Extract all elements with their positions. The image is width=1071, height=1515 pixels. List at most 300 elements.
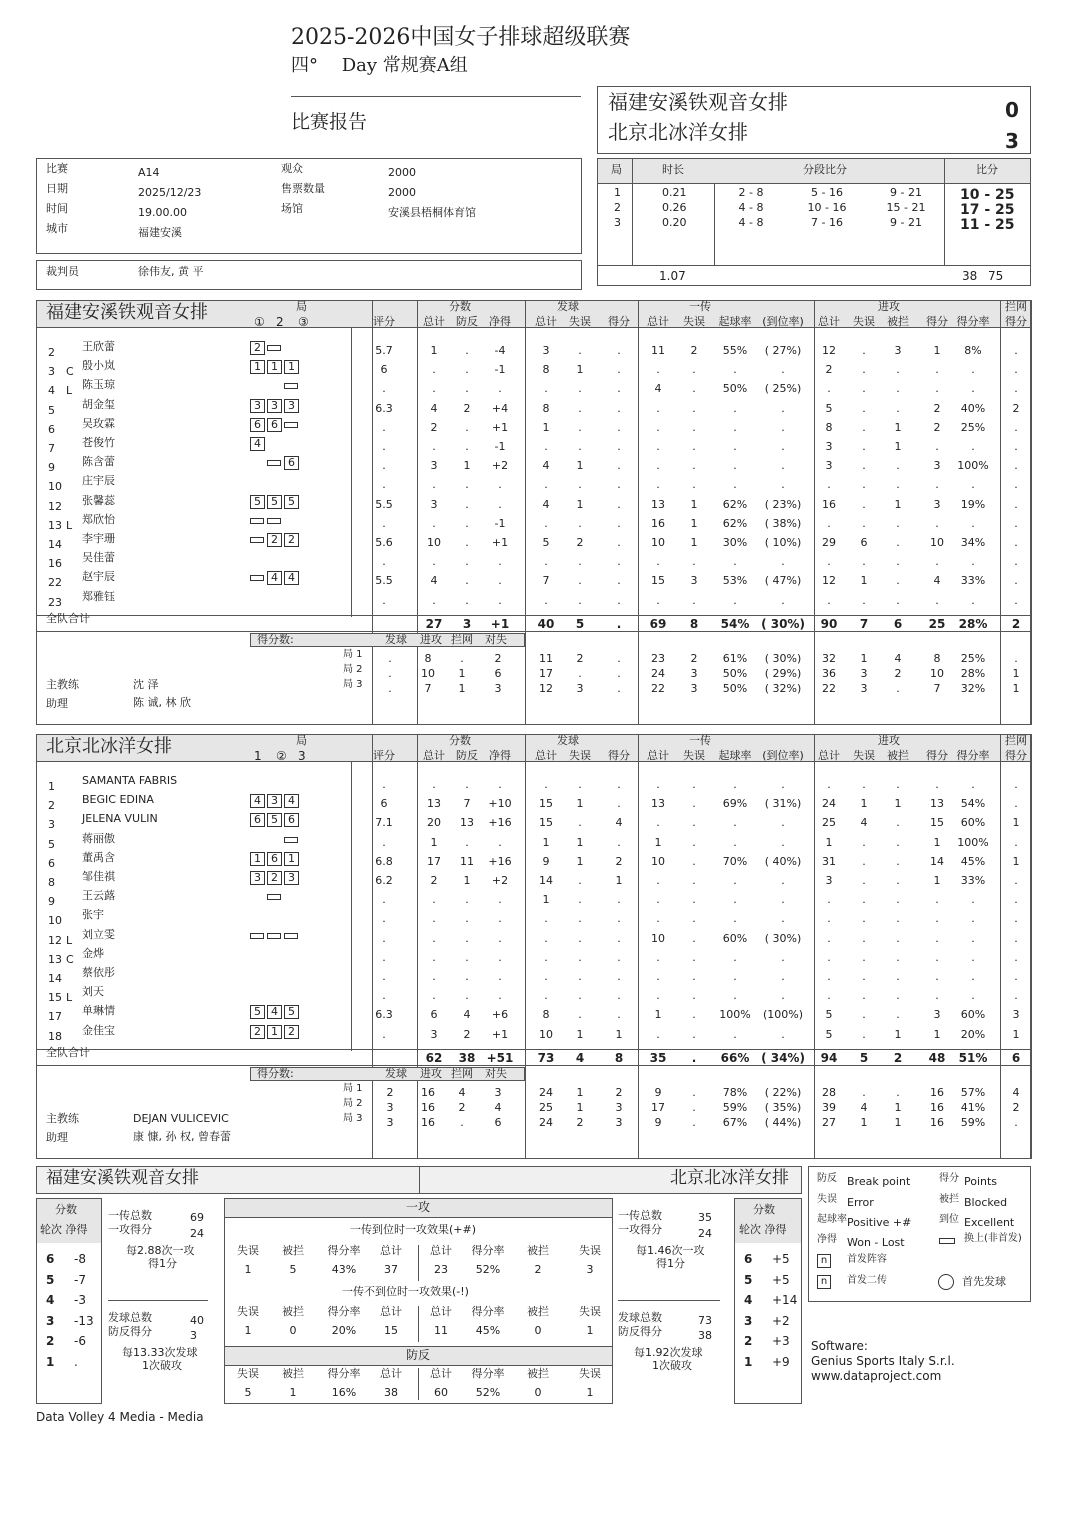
stat-cell: . [971,516,975,530]
set-mark: 3 [298,749,306,763]
stat-cell: . [498,778,502,791]
set-stat-cell: 1 [1012,681,1020,695]
start-position: 5 [250,1005,265,1019]
total-duration: 1.07 [659,269,686,283]
stat-cell: . [1014,931,1018,945]
stat-cell: ( 30%) [764,931,802,945]
stat-cell: 10 [651,854,665,868]
mid-col-header: 被拦 [527,1244,549,1257]
set-stat-cell: 67% [722,1115,748,1129]
points-header: 进攻 [420,1066,442,1080]
set-stat-cell: 32% [960,681,986,695]
column-header: 总计 [423,315,445,328]
legend-key: 换上(非首发) [964,1233,1022,1244]
total-cell: 2 [893,1050,903,1065]
player-number: 5 [48,837,55,851]
stat-cell: 1 [542,835,550,849]
set-stat-cell: . [862,1085,866,1099]
stat-cell: . [656,363,660,377]
rotation-number: 2 [46,1334,55,1348]
stat-cell: 53% [722,574,748,588]
mid-cell: 0 [289,1324,297,1337]
stat-cell: +1 [491,536,509,549]
stat-cell: . [896,478,900,492]
stat-cell: . [896,1008,900,1022]
player-number: 8 [48,876,55,889]
set-stat-cell: 1 [458,666,466,680]
stat-cell: +1 [491,420,509,434]
stat-cell: . [862,778,866,791]
stat-cell: . [617,950,621,964]
stat-cell: . [896,516,900,530]
stat-cell: 6.3 [375,1008,393,1022]
stat-cell: . [617,459,621,473]
stat-cell: 1 [1012,816,1020,830]
set-score: 10 - 25 [960,187,1015,203]
total-cell: 27 [425,616,443,631]
stat-cell: . [896,574,900,588]
away-serve-total-label: 发球总数 [618,1311,662,1324]
player-name: BEGIC EDINA [82,793,154,807]
team-name: 北京北冰洋女排 [46,736,172,757]
software-label: Software: [811,1339,868,1353]
set-stat-cell: . [617,651,621,665]
column-header: 得分 [608,749,630,762]
total-cell: 40 [537,616,555,631]
stat-cell: 11 [460,854,474,868]
stat-cell: . [1014,874,1018,887]
stat-cell: +1 [491,1027,509,1041]
stat-cell: 1 [542,893,550,907]
mid-cell: 52% [475,1263,501,1276]
away-team-name: 北京北冰洋女排 [608,120,748,144]
stat-cell: . [578,593,582,607]
stat-cell: +10 [488,797,512,811]
stat-cell: +2 [491,459,509,473]
stat-cell: ( 31%) [764,797,802,811]
set-stat-cell: 41% [960,1100,986,1114]
stat-cell: . [971,931,975,945]
stat-cell: . [733,440,737,453]
legend-key: 被拦 [939,1194,959,1205]
stat-cell: . [862,420,866,434]
points-header: 对失 [485,1066,507,1080]
stat-cell: 1 [1012,854,1020,868]
stat-cell: 6 [430,1008,438,1022]
total-cell: 5 [859,1050,869,1065]
home-serve-total: 40 [190,1314,204,1327]
mid-cell: 60 [434,1386,448,1399]
stat-cell: . [617,778,621,791]
stat-cell: 6.3 [375,401,393,415]
stat-cell: . [862,950,866,964]
column-header: 被拦 [887,749,909,762]
sub-in-mark [267,345,281,351]
stat-cell: . [382,459,386,473]
player-number: 9 [48,895,55,909]
start-position: 5 [267,495,282,509]
stat-cell: . [733,874,737,887]
start-position: 5 [267,813,282,827]
stat-cell: . [498,555,502,569]
stat-cell: 2 [463,1027,471,1041]
legend-desc: Blocked [964,1196,1008,1209]
total-cell: 6 [893,616,903,631]
stat-cell: . [971,893,975,907]
stat-cell: . [896,893,900,907]
stat-cell: . [827,382,831,396]
stat-cell: . [656,950,660,964]
section-header-blk: 拦网 [1005,300,1027,313]
stat-cell: . [656,893,660,907]
total-label: 全队合计 [46,1045,90,1059]
player-number: 2 [48,799,55,813]
column-header: 总计 [423,749,445,762]
stat-cell: 8 [542,1008,550,1022]
stat-cell: 1 [430,344,438,357]
set-partial: 15 - 21 [886,201,926,214]
column-header: 得分 [608,315,630,328]
summary-home-name: 福建安溪铁观音女排 [46,1168,199,1188]
home-rot-sub: 轮次 净得 [40,1223,88,1236]
stat-cell: 13 [460,816,474,830]
mid-col-header: 得分率 [327,1367,361,1380]
stat-cell: 5 [825,1027,833,1041]
home-bp-label: 防反得分 [108,1325,152,1338]
start-position: 1 [284,360,299,374]
stat-cell: . [971,970,975,983]
sub-in-mark [267,933,281,939]
rotation-number: 6 [744,1252,753,1266]
away-so-note2: 得1分 [656,1257,685,1270]
starting-setter-icon: n [817,1275,831,1289]
starting-rotation [250,929,301,945]
stat-cell: . [617,593,621,607]
away-rot-title: 分数 [753,1203,775,1216]
stat-cell: . [692,478,696,492]
home-bp: 3 [190,1329,197,1342]
total-cell: 90 [820,616,838,631]
stat-cell: . [1014,778,1018,791]
points-header: 发球 [385,632,407,646]
set-stat-cell: 3 [615,1115,623,1129]
sets-header-partials: 分段比分 [803,163,847,176]
stat-cell: +16 [488,854,512,868]
stat-cell: . [617,989,621,1003]
player-role: C [66,365,74,379]
stat-cell: . [617,440,621,453]
stat-cell: . [935,440,939,453]
mid-cell: 37 [384,1263,398,1276]
stat-cell: 100% [719,1008,751,1022]
stat-cell: . [578,344,582,357]
stat-cell: . [432,478,436,492]
set-stat-cell: 24 [539,1085,553,1099]
info-label: 观众 [281,162,303,175]
stat-cell: . [465,555,469,569]
set-stat-cell: 2 [458,1100,466,1114]
stat-cell: . [827,478,831,492]
stat-cell: . [896,459,900,473]
stat-cell: . [432,912,436,926]
stat-cell: . [935,516,939,530]
stat-cell: . [862,989,866,1003]
stat-cell: . [935,478,939,492]
starting-rotation [250,341,284,357]
total-line [36,1049,1031,1050]
set-stat-cell: . [692,1085,696,1099]
stat-cell: . [827,893,831,907]
set-number: 1 [614,186,621,199]
stat-cell: . [382,970,386,983]
stat-cell: . [544,516,548,530]
column-header: 总计 [647,749,669,762]
total-away-points: 75 [988,269,1004,283]
stat-cell: 7 [542,574,550,588]
stat-cell: 8 [825,420,833,434]
starting-lineup-icon: n [817,1254,831,1268]
starting-rotation [250,437,267,453]
stat-cell: . [827,778,831,791]
set-stat-cell: 12 [539,681,553,695]
total-line [36,631,1031,632]
stat-cell: . [692,931,696,945]
stat-cell: 1 [654,835,662,849]
total-cell: 73 [537,1050,555,1065]
stat-cell: 62% [722,516,748,530]
referee-box [36,260,582,290]
stat-cell: 62% [722,497,748,511]
rotation-net: +9 [772,1354,790,1369]
stat-cell: 1 [894,1027,902,1041]
player-role: L [66,933,73,947]
mid-cell: 23 [434,1263,448,1276]
player-name: 董禹含 [82,850,115,864]
legend-key: 失误 [817,1194,837,1205]
stat-cell: . [617,536,621,549]
column-header: 净得 [489,315,511,328]
mid-cell: 3 [586,1263,594,1276]
software-company: Genius Sports Italy S.r.l. [811,1354,955,1368]
sub-in-icon [939,1238,955,1244]
stat-cell: . [617,893,621,907]
stat-cell: . [692,989,696,1003]
set-stat-cell: 27 [822,1115,836,1129]
stat-cell: 1 [860,574,868,588]
stat-cell: . [781,459,785,473]
column-header: 评分 [373,749,395,762]
set-mark: ① [254,315,265,329]
home-so-points: 24 [190,1227,204,1240]
total-home-points: 38 [962,269,978,283]
stat-cell: . [896,778,900,791]
stat-cell: 4 [542,459,550,473]
rotation-number: 4 [46,1293,55,1307]
stat-cell: 6.8 [375,854,393,868]
stat-cell: . [578,478,582,492]
column-header: 起球率 [718,315,752,328]
sub-in-mark [284,837,298,843]
set-mark: ② [276,749,287,763]
mid-col-header: 得分率 [327,1305,361,1318]
set-stat-cell: 1 [894,1115,902,1129]
set-duration: 0.26 [662,201,687,214]
sideout-imperfect-title: 一传不到位时一攻效果(-!) [342,1285,469,1298]
stat-cell: . [733,893,737,907]
stat-cell: . [896,555,900,569]
stat-cell: . [935,989,939,1003]
stat-cell: . [1014,912,1018,926]
sideout-title: 一攻 [406,1200,431,1214]
info-value: A14 [138,166,160,179]
stat-cell: . [544,950,548,964]
rotation-number: 2 [744,1334,753,1348]
set-stat-cell: . [388,651,392,665]
stat-cell: . [692,970,696,983]
column-header: 净得 [489,749,511,762]
mid-cell: 43% [331,1263,357,1276]
stat-cell: . [1014,497,1018,511]
stat-cell: . [827,950,831,964]
set-stat-cell: 24 [539,1115,553,1129]
mid-cell: 45% [475,1324,501,1337]
stat-cell: 2 [463,401,471,415]
stat-cell: 6 [860,536,868,549]
stat-cell: . [862,1008,866,1022]
stat-cell: . [862,970,866,983]
stat-cell: 13 [651,497,665,511]
rotation-number: 1 [46,1354,55,1369]
stat-cell: . [382,440,386,453]
stat-cell: . [617,516,621,530]
home-bp-note1: 每13.33次发球 [122,1346,198,1359]
start-position: 1 [250,852,265,866]
stat-cell: . [733,459,737,473]
stat-cell: 3 [825,459,833,473]
stat-cell: . [862,593,866,607]
stat-cell: . [465,931,469,945]
section-header-serve: 发球 [557,734,579,747]
sub-in-mark [267,518,281,524]
stat-cell: . [896,989,900,1003]
set-number: 3 [614,216,621,229]
stat-cell: . [432,440,436,453]
rotation-number: 6 [46,1252,55,1266]
column-header: 得分 [1005,315,1027,328]
set-partial: 5 - 16 [811,186,843,199]
mid-col-header: 失误 [237,1305,259,1318]
set-stat-cell: 3 [690,681,698,695]
set-stat-cell: 4 [894,651,902,665]
set-mark: 1 [254,749,262,763]
column-header: 评分 [373,315,395,328]
set-stat-cell: 6 [494,666,502,680]
set-stat-cell: 50% [722,666,748,680]
stat-cell: 1 [933,1027,941,1041]
stat-cell: 30% [722,536,748,549]
stat-cell: 1 [542,420,550,434]
assistant-label: 助理 [46,696,68,710]
set-stat-cell: 23 [651,651,665,665]
stat-cell: -1 [494,516,506,530]
column-header: 得分率 [956,749,990,762]
stat-cell: . [971,440,975,453]
stat-cell: . [971,382,975,396]
away-so-points-label: 一攻得分 [618,1223,662,1236]
stat-cell: 1 [933,874,941,887]
legend-key: 得分 [939,1173,959,1184]
total-cell: 6 [1011,1050,1021,1065]
rotation-net: -6 [74,1334,86,1348]
stat-cell: . [692,1008,696,1022]
coach-name: 沈 泽 [133,677,159,691]
stat-cell: 25 [822,816,836,830]
stat-cell: . [733,778,737,791]
set-stat-cell: . [1014,651,1018,665]
rotation-number: 3 [744,1313,753,1328]
stat-cell: . [382,989,386,1003]
stat-cell: . [578,778,582,791]
starting-rotation [250,813,301,829]
player-number: 4 [48,384,55,398]
stat-cell: . [544,931,548,945]
assistant-label: 助理 [46,1130,68,1144]
points-header: 拦网 [451,632,473,646]
stat-cell: 100% [957,459,989,473]
start-position: 6 [250,418,265,432]
stat-cell: . [465,344,469,357]
mid-cell: 15 [384,1324,398,1337]
stat-cell: 1 [576,497,584,511]
mid-cell: 11 [434,1324,448,1337]
stat-cell: . [578,382,582,396]
start-position: 5 [284,1005,299,1019]
set-label: 局 2 [343,663,363,675]
stat-cell: . [544,382,548,396]
section-header-recv: 一传 [689,734,711,747]
away-sets-won: 3 [1005,129,1019,153]
mid-col-header: 总计 [380,1244,402,1257]
stat-cell: . [692,778,696,791]
stat-cell: 20% [960,1027,986,1041]
mid-col-header: 失误 [237,1367,259,1380]
set-stat-cell: 2 [615,1085,623,1099]
away-bp-label: 防反得分 [618,1325,662,1338]
stat-cell: . [781,970,785,983]
stat-cell: . [382,420,386,434]
mid-cell: 5 [289,1263,297,1276]
stat-cell: . [617,1008,621,1022]
set-stat-cell: 3 [386,1115,394,1129]
stat-cell: . [896,950,900,964]
stat-cell: . [465,912,469,926]
starting-rotation [250,399,301,415]
stat-cell: . [617,931,621,945]
total-cell: +51 [486,1050,514,1065]
mid-col-header: 得分率 [327,1244,361,1257]
stat-cell: . [382,555,386,569]
column-header: 被拦 [887,315,909,328]
start-position: 3 [267,399,282,413]
total-cell: 5 [575,616,585,631]
stat-cell: . [781,893,785,907]
stat-cell: . [578,874,582,887]
set-stat-cell: ( 35%) [764,1100,802,1114]
column-header: 得分 [1005,749,1027,762]
player-number: 14 [48,972,62,985]
stat-cell: . [692,874,696,887]
set-stat-cell: 8 [933,651,941,665]
